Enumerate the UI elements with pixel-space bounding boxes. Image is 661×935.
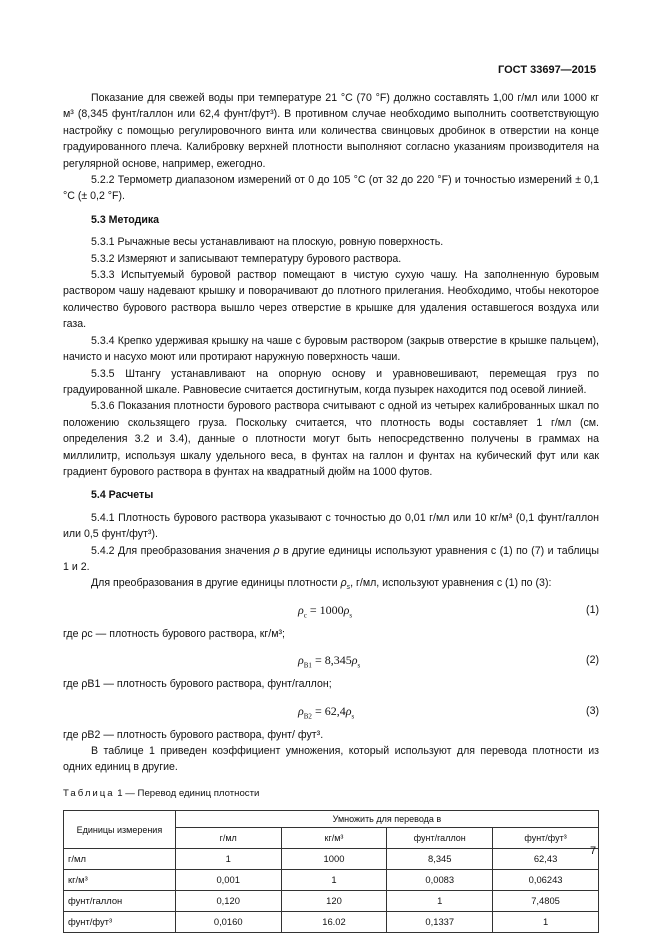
paragraph-5-3-2: 5.3.2 Измеряют и записывают температуру бурового раствора. [91, 252, 402, 265]
table-corner-header: Единицы измерения [64, 811, 176, 849]
paragraph-5-2-2: 5.2.2 Термометр диапазоном измерений от 0 до 105 °С (от 32 до 220 °F) и точностью измерений ± 0,1 °С (± 0,2 °F). [63, 174, 599, 203]
equation-2 [63, 648, 599, 672]
column-header: фунт/фут³ [493, 828, 599, 849]
equation-3-number: (3) [586, 704, 599, 717]
paragraph-5-3-1: 5.3.1 Рычажные весы устанавливают на плоскую, ровную поверхность. [91, 236, 444, 249]
paragraph-conversion-intro [63, 575, 599, 591]
section-heading-5-3: 5.3 Методика [91, 213, 160, 226]
row-unit: фунт/фут³ [64, 912, 176, 933]
paragraph-5-3-5: 5.3.5 Штангу устанавливают на опорную основу и уравновешивают, перемещая груз по градуированной шкале. Равновесие считается достигнутым, когда пузырек находится под осевой линией. [63, 367, 599, 396]
table-cell: 7,4805 [493, 891, 599, 912]
table-cell: 16.02 [281, 912, 387, 933]
paragraph-calibration: Показание для свежей воды при температуре 21 °С (70 °F) должно составлять 1,00 г/мл или 1000 кг м³ (8,345 фунт/галлон или 62,4 фунт/фут³). В противном случае необходимо выполнить соответствующую настройку с помощью регулировочного винта или количества свинцовых дробинок в отверстии на конце градуированного плеча. Калибровку верхней плотности выполняют согласно указаниям производителя на регулярной основе, например, ежегодно. [63, 92, 599, 170]
units-conversion-table [63, 810, 599, 933]
section-heading-5-4: 5.4 Расчеты [91, 489, 154, 502]
table-cell: 120 [281, 891, 387, 912]
rho-symbol: ρ [273, 544, 280, 557]
paragraph-5-3-6: 5.3.6 Показания плотности бурового раствора считывают с одной из четырех калиброванных шкал по положению скользящего груза. Поскольку считается, что плотность воды составляет 1 г/мл (см. определения 3.2 и 3.4), данные о плотности могут быть непосредственно получены в граммах на миллилитр, используя шкалу удельного веса, в фунтах на галлон и фунтах на кубический фут или как градиент бурового раствора в фунтах на квадратный дюйм на 1000 футов. [63, 400, 599, 478]
paragraph-5-4-1: 5.4.1 Плотность бурового раствора указывают с точностью до 0,01 г/мл или 10 кг/м³ (0,1 фунт/галлон или 0,5 фунт/фут³). [63, 511, 599, 541]
column-header: кг/м³ [281, 828, 387, 849]
column-header: г/мл [175, 828, 281, 849]
p543-end: , г/мл, используют уравнения с (1) по (3): [350, 577, 552, 590]
equation-1-formula: $\rho_с = 1000\rho_s$ [298, 602, 353, 620]
paragraph-5-3-3: 5.3.3 Испытуемый буровой раствор помещают в чистую сухую чашу. На заполненную буровым раствором чашу надевают крышку и поворачивают до плотного прилегания. Необходимо, чтобы некоторое количество бурового раствора вышло через отверстие в крышке для удаления оставшегося воздуха или газа. [63, 269, 599, 331]
document-body [63, 90, 599, 933]
p542-start: 5.4.2 Для преобразования значения [91, 544, 271, 557]
paragraph-table-intro: В таблице 1 приведен коэффициент умножения, который используют для перевода плотности из одних единиц в другие. [63, 745, 599, 774]
table-row [64, 849, 599, 870]
equation-2-number: (2) [586, 654, 599, 667]
equation-3-formula: $\rho_{B2} = 62,4\rho_s$ [298, 703, 355, 720]
table-cell: 0,06243 [493, 870, 599, 891]
equation-1 [63, 598, 599, 622]
paragraph-5-4-2 [63, 543, 599, 576]
equation-1-number: (1) [586, 603, 599, 616]
where-3: где ρB2 — плотность бурового раствора, фунт/ фут³. [63, 728, 324, 741]
row-unit: кг/м³ [64, 870, 176, 891]
table-cell: 0,001 [175, 870, 281, 891]
table-cell: 1 [281, 870, 387, 891]
table-cell: 0,0083 [387, 870, 493, 891]
where-2: где ρB1 — плотность бурового раствора, фунт/галлон; [63, 678, 332, 691]
table-row [64, 891, 599, 912]
page-number: 7 [590, 845, 597, 857]
table-cell: 1000 [281, 849, 387, 870]
table-cell: 62,43 [493, 849, 599, 870]
p543-start: Для преобразования в другие единицы плотности [91, 577, 338, 590]
row-unit: фунт/галлон [64, 891, 176, 912]
table-cell: 0,1337 [387, 912, 493, 933]
table-cell: 0,120 [175, 891, 281, 912]
table-cell: 1 [493, 912, 599, 933]
table-row [64, 870, 599, 891]
table-cell: 0,0160 [175, 912, 281, 933]
table-caption: Таблица 1 — Перевод единиц плотности [63, 787, 260, 799]
table-cell: 8,345 [387, 849, 493, 870]
equation-3 [63, 699, 599, 723]
rho-s-symbol: $\rho_s$ [340, 577, 351, 592]
equation-2-formula: $\rho_{B1} = 8,345\rho_s$ [298, 653, 361, 670]
standard-designation: ГОСТ 33697—2015 [498, 64, 597, 76]
table-row [64, 912, 599, 933]
row-unit: г/мл [64, 849, 176, 870]
paragraph-5-3-4: 5.3.4 Крепко удерживая крышку на чаше с буровым раствором (закрыв отверстие в крышке пальцем), начисто и насухо моют или протирают наружную поверхность чаши. [63, 334, 599, 364]
column-header: фунт/галлон [387, 828, 493, 849]
table-group-header: Умножить для перевода в [175, 811, 598, 828]
table-cell: 1 [175, 849, 281, 870]
p542-end: в другие единицы используют уравнения с (1) по (7) и таблицы 1 и 2. [63, 544, 599, 573]
where-1: где ρс — плотность бурового раствора, кг/м³; [63, 627, 285, 640]
table-cell: 1 [387, 891, 493, 912]
